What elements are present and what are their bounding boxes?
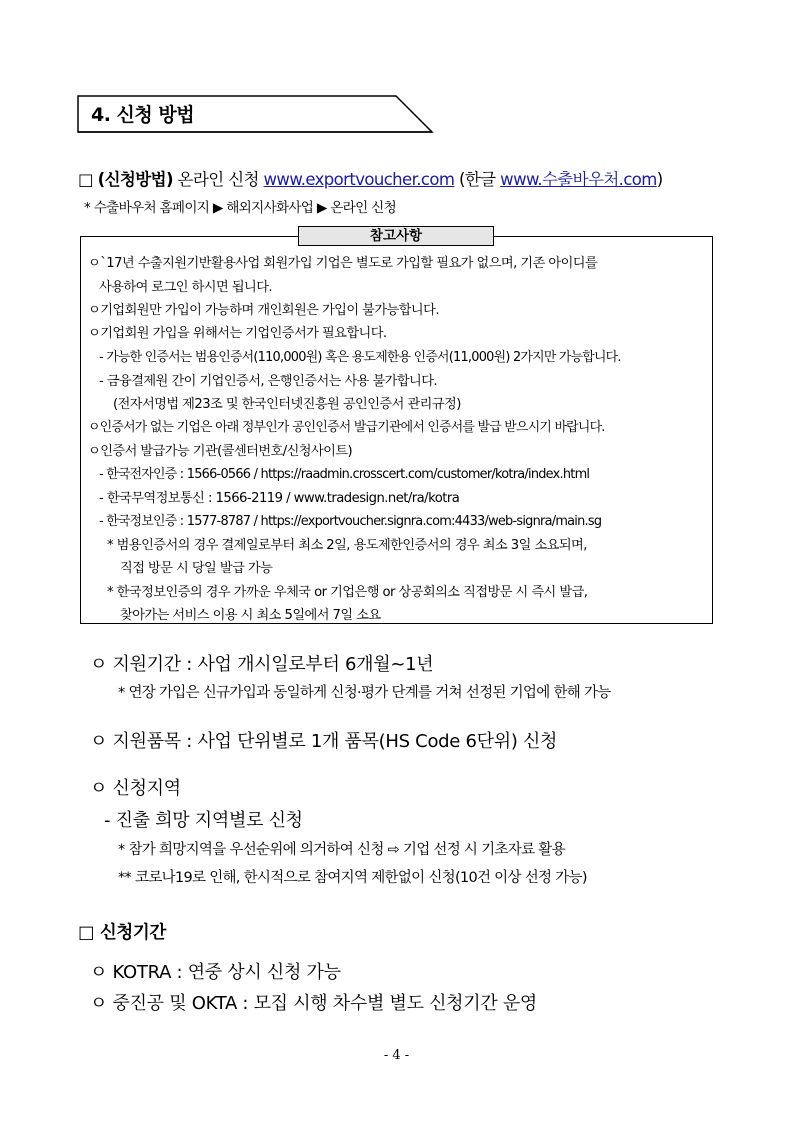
support-region-note1: * 참가 희망지역을 우선순위에 의거하여 신청 ⇨ 기업 선정 시 기초자료 활용 <box>118 842 565 858</box>
ref-line: - 한국전자인증 : 1566-0566 / https://raadmin.crosscert.com/customer/kotra/index.html <box>99 467 590 482</box>
ref-line: ㅇ기업회원 가입을 위해서는 기업인증서가 필요합니다. <box>88 326 387 341</box>
method-path: * 수출바우처 홈페이지 ▶ 해외지사화사업 ▶ 온라인 신청 <box>84 200 397 216</box>
period-others: ㅇ 중진공 및 OKTA : 모집 시행 차수별 별도 신청기간 운영 <box>90 993 538 1014</box>
ref-line: - 한국무역정보통신 : 1566-2119 / www.tradesign.net/ra/kotra <box>99 491 460 506</box>
page-number: - 4 - <box>383 1048 410 1063</box>
ref-line: - 가능한 인증서는 범용인증서(110,000원) 혹은 용도제한용 인증서(11,000원) 2가지만 가능합니다. <box>99 350 621 365</box>
ref-line: 사용하여 로그인 하시면 됩니다. <box>99 280 273 295</box>
ref-line: 직접 방문 시 당일 발급 가능 <box>120 561 273 576</box>
ref-line: (전자서명법 제23조 및 한국인터넷진흥원 공인인증서 관리규정) <box>113 397 461 412</box>
ref-line: - 금융결제원 간이 기업인증서, 은행인증서는 사용 불가합니다. <box>99 374 438 389</box>
support-items: ㅇ 지원품목 : 사업 단위별로 1개 품목(HS Code 6단위) 신청 <box>90 731 558 752</box>
ref-line: ㅇ인증서 발급가능 기관(콜센터번호/신청사이트) <box>88 444 353 459</box>
checkbox-square-icon: □ <box>78 170 98 189</box>
support-period: ㅇ 지원기간 : 사업 개시일로부터 6개월~1년 <box>90 654 434 675</box>
section-heading <box>77 95 433 133</box>
support-region: ㅇ 신청지역 <box>90 778 181 799</box>
support-region-sub: - 진출 희망 지역별로 신청 <box>104 810 303 831</box>
korean-close-text: ) <box>656 170 663 189</box>
support-region-note2: ** 코로나19로 인해, 한시적으로 참여지역 제한없이 신청(10건 이상 선정 가능) <box>118 870 587 886</box>
method-heading <box>78 166 663 190</box>
period-kotra: ㅇ KOTRA : 연중 상시 신청 가능 <box>90 962 341 983</box>
reference-label: 참고사항 <box>298 226 494 246</box>
url-main-link[interactable]: www.exportvoucher.com <box>263 170 455 189</box>
ref-line: * 범용인증서의 경우 결제일로부터 최소 2일, 용도제한인증서의 경우 최소 3일 소요되며, <box>107 538 587 553</box>
ref-line: 찾아가는 서비스 이용 시 최소 5일에서 7일 소요 <box>120 608 381 623</box>
ref-line: ㅇ`17년 수출지원기반활용사업 회원가입 기업은 별도로 가입할 필요가 없으며, 기존 아이디를 <box>88 256 598 271</box>
ref-line: * 한국정보인증의 경우 가까운 우체국 or 기업은행 or 상공회의소 직접방문 시 즉시 발급, <box>107 585 588 600</box>
method-text: 온라인 신청 <box>172 170 264 189</box>
section-title: 4. 신청 방법 <box>91 104 195 126</box>
ref-line: ㅇ인증서가 없는 기업은 아래 정부인가 공인인증서 발급기관에서 인증서를 발급 받으시기 바랍니다. <box>88 420 605 435</box>
ref-line: ㅇ기업회원만 가입이 가능하며 개인회원은 가입이 불가능합니다. <box>88 303 439 318</box>
period-heading: □ 신청기간 <box>78 923 166 943</box>
url-korean-link[interactable]: www.수출바우처.com <box>500 170 657 189</box>
korean-open-text: (한글 <box>454 170 501 189</box>
ref-line: - 한국정보인증 : 1577-8787 / https://exportvoucher.signra.com:4433/web-signra/main.sg <box>99 514 602 529</box>
support-period-note: * 연장 가입은 신규가입과 동일하게 신청·평가 단계를 거쳐 선정된 기업에 한해 가능 <box>118 685 611 701</box>
method-bold-label: (신청방법) <box>97 170 173 189</box>
